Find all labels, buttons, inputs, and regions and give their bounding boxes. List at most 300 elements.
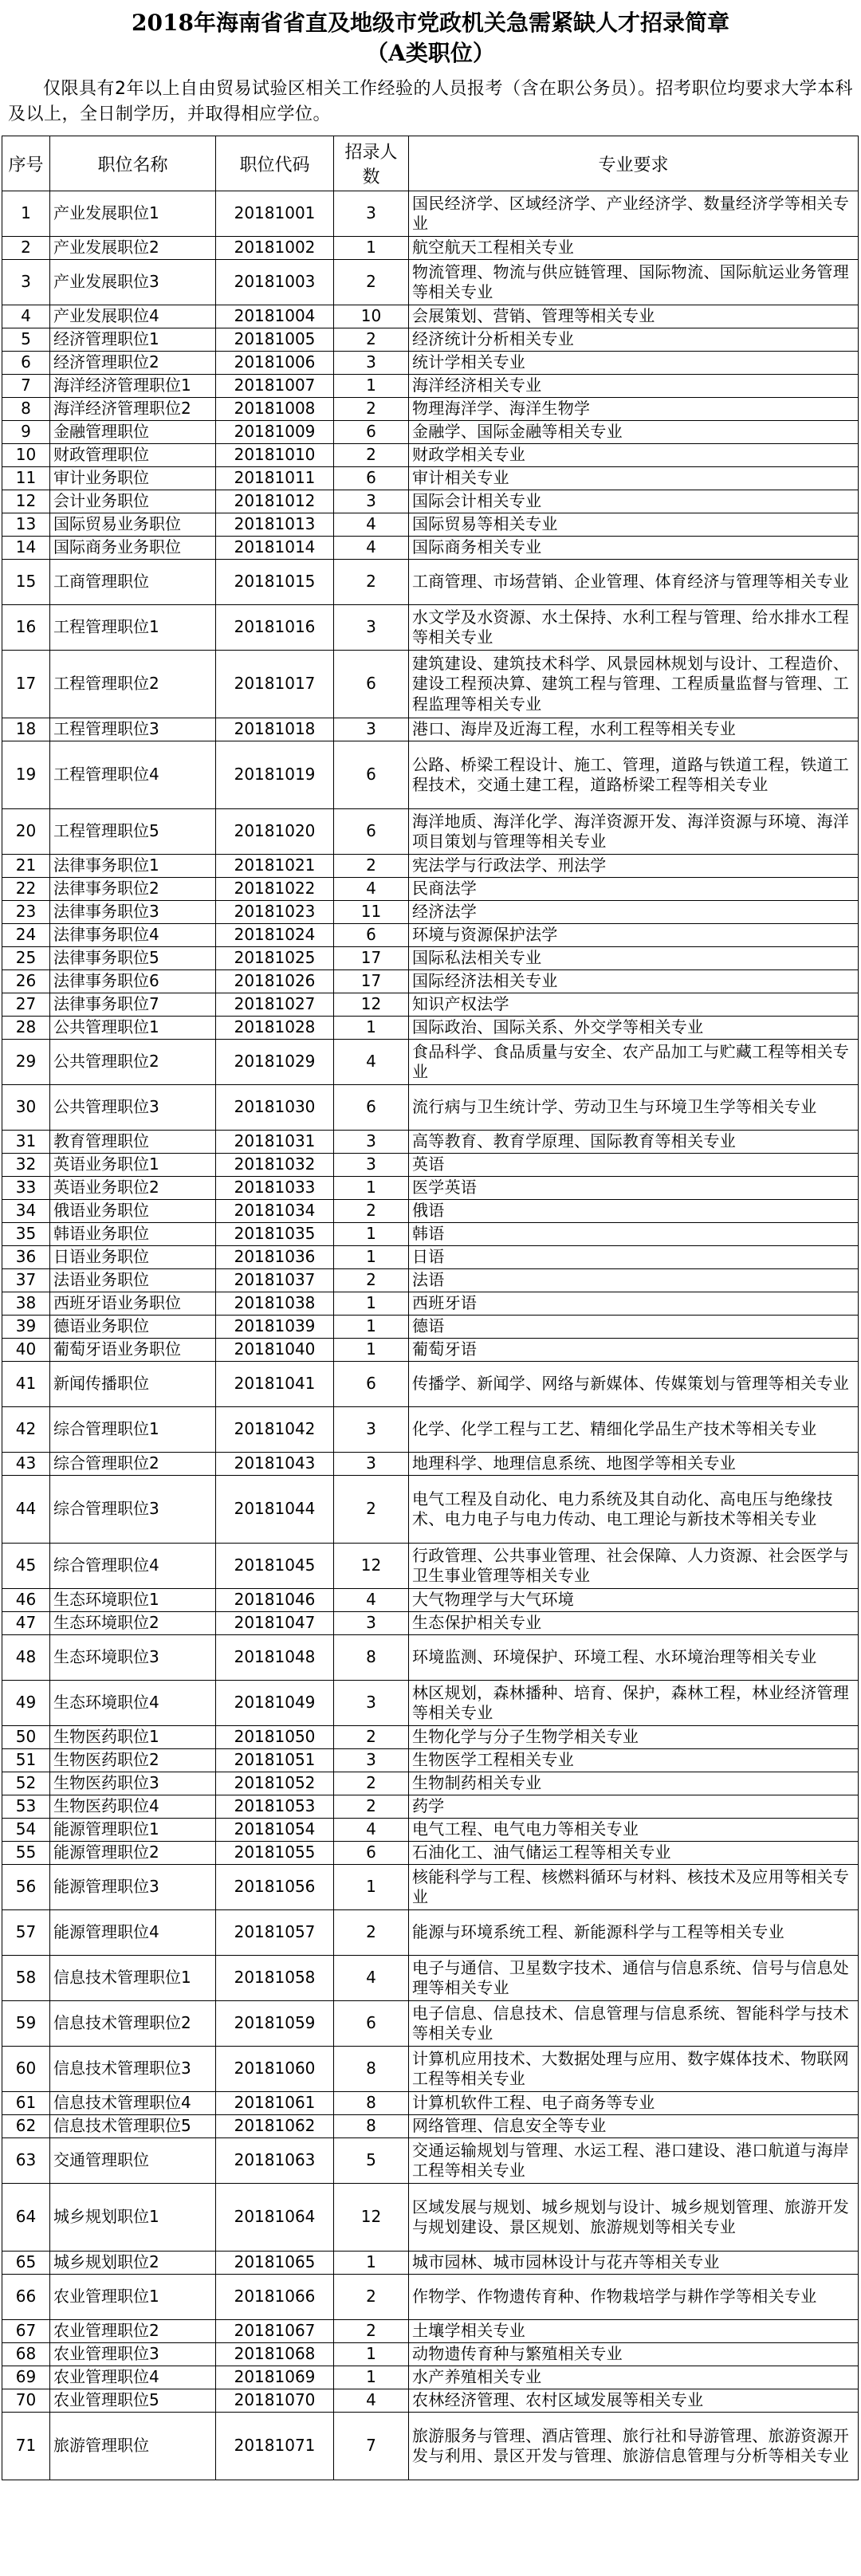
row-no: 70 [2, 2389, 50, 2413]
row-recruit-count: 1 [334, 1177, 409, 1200]
table-row [2, 1910, 859, 1956]
row-major-requirement: 统计学相关专业 [409, 352, 859, 375]
row-recruit-count: 6 [334, 1362, 409, 1407]
row-recruit-count: 2 [334, 444, 409, 467]
row-position-name: 生物医药职位4 [50, 1795, 216, 1819]
table-row [2, 1749, 859, 1772]
table-row [2, 1154, 859, 1177]
table-row [2, 1842, 859, 1865]
row-position-code: 20181008 [216, 398, 334, 421]
row-major-requirement: 食品科学、食品质量与安全、农产品加工与贮藏工程等相关专业 [409, 1040, 859, 1085]
row-recruit-count: 3 [334, 1154, 409, 1177]
row-no: 71 [2, 2413, 50, 2480]
row-major-requirement: 国际商务相关专业 [409, 537, 859, 560]
row-major-requirement: 行政管理、公共事业管理、社会保障、人力资源、社会医学与卫生事业管理等相关专业 [409, 1544, 859, 1589]
row-position-code: 20181013 [216, 513, 334, 537]
row-major-requirement: 国际经济法相关专业 [409, 970, 859, 993]
document-title: 2018年海南省省直及地级市党政机关急需紧缺人才招录简章 [132, 10, 729, 36]
row-position-code: 20181009 [216, 421, 334, 444]
row-major-requirement: 物理海洋学、海洋生物学 [409, 398, 859, 421]
row-position-code: 20181010 [216, 444, 334, 467]
row-major-requirement: 宪法学与行政法学、刑法学 [409, 855, 859, 878]
row-major-requirement: 化学、化学工程与工艺、精细化学品生产技术等相关专业 [409, 1407, 859, 1453]
row-position-name: 法律事务职位1 [50, 855, 216, 878]
row-no: 46 [2, 1589, 50, 1612]
row-position-name: 产业发展职位2 [50, 237, 216, 260]
row-no: 18 [2, 718, 50, 741]
row-no: 59 [2, 2001, 50, 2047]
row-no: 20 [2, 809, 50, 855]
row-position-code: 20181064 [216, 2184, 334, 2252]
row-major-requirement: 地理科学、地理信息系统、地图学等相关专业 [409, 1453, 859, 1476]
table-row [2, 305, 859, 328]
row-recruit-count: 2 [334, 2320, 409, 2343]
row-position-name: 信息技术管理职位3 [50, 2047, 216, 2092]
row-no: 42 [2, 1407, 50, 1453]
row-no: 55 [2, 1842, 50, 1865]
row-no: 1 [2, 191, 50, 237]
row-no: 61 [2, 2092, 50, 2115]
row-position-name: 城乡规划职位2 [50, 2252, 216, 2275]
row-no: 62 [2, 2115, 50, 2138]
row-no: 21 [2, 855, 50, 878]
row-major-requirement: 航空航天工程相关专业 [409, 237, 859, 260]
row-recruit-count: 3 [334, 191, 409, 237]
row-position-name: 法语业务职位 [50, 1269, 216, 1292]
row-position-name: 工程管理职位4 [50, 741, 216, 809]
row-major-requirement: 动物遗传育种与繁殖相关专业 [409, 2343, 859, 2366]
row-major-requirement: 计算机应用技术、大数据处理与应用、数字媒体技术、物联网工程等相关专业 [409, 2047, 859, 2092]
row-position-name: 法律事务职位7 [50, 993, 216, 1017]
row-position-name: 农业管理职位1 [50, 2275, 216, 2320]
row-major-requirement: 法语 [409, 1269, 859, 1292]
row-position-code: 20181052 [216, 1772, 334, 1795]
row-no: 9 [2, 421, 50, 444]
row-no: 16 [2, 605, 50, 651]
row-position-code: 20181055 [216, 1842, 334, 1865]
table-row [2, 2001, 859, 2047]
row-recruit-count: 2 [334, 1476, 409, 1544]
row-position-name: 金融管理职位 [50, 421, 216, 444]
row-major-requirement: 网络管理、信息安全等专业 [409, 2115, 859, 2138]
row-no: 49 [2, 1681, 50, 1726]
row-no: 54 [2, 1819, 50, 1842]
table-row [2, 1635, 859, 1681]
row-major-requirement: 电子信息、信息技术、信息管理与信息系统、智能科学与技术等相关专业 [409, 2001, 859, 2047]
row-major-requirement: 电子与通信、卫星数字技术、通信与信息系统、信号与信息处理等相关专业 [409, 1956, 859, 2001]
row-position-name: 能源管理职位2 [50, 1842, 216, 1865]
row-major-requirement: 电气工程及自动化、电力系统及其自动化、高电压与绝缘技术、电力电子与电力传动、电工理论与新技术等相关专业 [409, 1476, 859, 1544]
table-row [2, 947, 859, 970]
row-major-requirement: 生物化学与分子生物学相关专业 [409, 1726, 859, 1749]
row-position-name: 英语业务职位2 [50, 1177, 216, 1200]
row-major-requirement: 会展策划、营销、管理等相关专业 [409, 305, 859, 328]
row-no: 39 [2, 1316, 50, 1339]
row-position-code: 20181057 [216, 1910, 334, 1956]
table-row [2, 352, 859, 375]
row-recruit-count: 3 [334, 1407, 409, 1453]
row-major-requirement: 经济法学 [409, 901, 859, 924]
row-position-code: 20181035 [216, 1223, 334, 1246]
row-position-name: 法律事务职位6 [50, 970, 216, 993]
row-recruit-count: 3 [334, 352, 409, 375]
row-position-name: 葡萄牙语业务职位 [50, 1339, 216, 1362]
table-row [2, 924, 859, 947]
row-position-name: 新闻传播职位 [50, 1362, 216, 1407]
row-major-requirement: 环境监测、环境保护、环境工程、水环境治理等相关专业 [409, 1635, 859, 1681]
row-position-code: 20181023 [216, 901, 334, 924]
row-major-requirement: 海洋地质、海洋化学、海洋资源开发、海洋资源与环境、海洋项目策划与管理等相关专业 [409, 809, 859, 855]
row-position-code: 20181012 [216, 490, 334, 513]
row-position-name: 韩语业务职位 [50, 1223, 216, 1246]
row-no: 48 [2, 1635, 50, 1681]
row-position-name: 生态环境职位4 [50, 1681, 216, 1726]
row-position-name: 工程管理职位1 [50, 605, 216, 651]
row-recruit-count: 6 [334, 924, 409, 947]
row-position-code: 20181002 [216, 237, 334, 260]
row-no: 11 [2, 467, 50, 490]
table-row [2, 1589, 859, 1612]
row-no: 30 [2, 1085, 50, 1131]
table-row [2, 651, 859, 718]
row-recruit-count: 2 [334, 1795, 409, 1819]
row-position-code: 20181017 [216, 651, 334, 718]
row-major-requirement: 土壤学相关专业 [409, 2320, 859, 2343]
row-recruit-count: 3 [334, 490, 409, 513]
row-recruit-count: 17 [334, 947, 409, 970]
row-position-name: 综合管理职位2 [50, 1453, 216, 1476]
header-position-code: 职位代码 [216, 136, 334, 191]
row-no: 33 [2, 1177, 50, 1200]
intro-paragraph: 仅限具有2年以上自由贸易试验区相关工作经验的人员报考（含在职公务员）。招考职位均要求大学本科及以上，全日制学历，并取得相应学位。 [8, 79, 854, 124]
row-recruit-count: 2 [334, 1200, 409, 1223]
table-row [2, 1362, 859, 1407]
row-position-code: 20181044 [216, 1476, 334, 1544]
row-major-requirement: 公路、桥梁工程设计、施工、管理，道路与铁道工程，铁道工程技术，交通土建工程，道路桥梁工程等相关专业 [409, 741, 859, 809]
table-row [2, 1177, 859, 1200]
row-major-requirement: 国际政治、国际关系、外交学等相关专业 [409, 1017, 859, 1040]
header-major-requirement: 专业要求 [409, 136, 859, 191]
row-no: 13 [2, 513, 50, 537]
row-no: 24 [2, 924, 50, 947]
row-no: 29 [2, 1040, 50, 1085]
row-major-requirement: 日语 [409, 1246, 859, 1269]
row-recruit-count: 8 [334, 1635, 409, 1681]
row-position-code: 20181059 [216, 2001, 334, 2047]
table-row [2, 1681, 859, 1726]
row-position-name: 俄语业务职位 [50, 1200, 216, 1223]
row-recruit-count: 3 [334, 1681, 409, 1726]
table-row [2, 605, 859, 651]
row-position-name: 公共管理职位1 [50, 1017, 216, 1040]
row-position-name: 审计业务职位 [50, 467, 216, 490]
row-major-requirement: 石油化工、油气储运工程等相关专业 [409, 1842, 859, 1865]
row-recruit-count: 1 [334, 1865, 409, 1910]
row-position-name: 西班牙语业务职位 [50, 1292, 216, 1316]
table-row [2, 1269, 859, 1292]
table-row [2, 467, 859, 490]
row-position-name: 产业发展职位1 [50, 191, 216, 237]
table-row [2, 1040, 859, 1085]
table-row [2, 878, 859, 901]
row-no: 8 [2, 398, 50, 421]
row-position-code: 20181061 [216, 2092, 334, 2115]
row-recruit-count: 1 [334, 2366, 409, 2389]
row-major-requirement: 水产养殖相关专业 [409, 2366, 859, 2389]
row-position-code: 20181015 [216, 560, 334, 605]
table-row [2, 1772, 859, 1795]
row-position-code: 20181051 [216, 1749, 334, 1772]
row-position-code: 20181027 [216, 993, 334, 1017]
row-position-name: 综合管理职位4 [50, 1544, 216, 1589]
row-no: 68 [2, 2343, 50, 2366]
table-row [2, 1453, 859, 1476]
row-no: 3 [2, 260, 50, 305]
row-recruit-count: 3 [334, 1749, 409, 1772]
row-major-requirement: 生物制药相关专业 [409, 1772, 859, 1795]
row-major-requirement: 电气工程、电气电力等相关专业 [409, 1819, 859, 1842]
row-position-code: 20181022 [216, 878, 334, 901]
row-recruit-count: 6 [334, 651, 409, 718]
table-row [2, 1865, 859, 1910]
row-no: 19 [2, 741, 50, 809]
row-recruit-count: 2 [334, 855, 409, 878]
row-position-code: 20181014 [216, 537, 334, 560]
row-no: 28 [2, 1017, 50, 1040]
row-position-code: 20181056 [216, 1865, 334, 1910]
table-row [2, 2343, 859, 2366]
row-recruit-count: 1 [334, 2343, 409, 2366]
row-position-code: 20181046 [216, 1589, 334, 1612]
table-row [2, 560, 859, 605]
row-recruit-count: 5 [334, 2138, 409, 2184]
row-position-code: 20181034 [216, 1200, 334, 1223]
row-position-name: 能源管理职位1 [50, 1819, 216, 1842]
row-recruit-count: 2 [334, 1726, 409, 1749]
row-position-name: 综合管理职位1 [50, 1407, 216, 1453]
table-row [2, 1956, 859, 2001]
row-no: 32 [2, 1154, 50, 1177]
row-no: 66 [2, 2275, 50, 2320]
row-recruit-count: 1 [334, 1017, 409, 1040]
row-recruit-count: 12 [334, 993, 409, 1017]
header-recruit-count: 招录人数 [334, 136, 409, 191]
row-position-code: 20181016 [216, 605, 334, 651]
row-major-requirement: 英语 [409, 1154, 859, 1177]
row-major-requirement: 环境与资源保护法学 [409, 924, 859, 947]
row-recruit-count: 6 [334, 1085, 409, 1131]
row-major-requirement: 港口、海岸及近海工程，水利工程等相关专业 [409, 718, 859, 741]
row-position-code: 20181007 [216, 375, 334, 398]
row-no: 22 [2, 878, 50, 901]
row-recruit-count: 4 [334, 513, 409, 537]
row-major-requirement: 林区规划，森林播种、培育、保护，森林工程，林业经济管理等相关专业 [409, 1681, 859, 1726]
row-no: 4 [2, 305, 50, 328]
row-recruit-count: 8 [334, 2092, 409, 2115]
row-no: 34 [2, 1200, 50, 1223]
row-recruit-count: 4 [334, 1956, 409, 2001]
row-no: 40 [2, 1339, 50, 1362]
row-position-code: 20181028 [216, 1017, 334, 1040]
row-no: 25 [2, 947, 50, 970]
row-major-requirement: 作物学、作物遗传育种、作物栽培学与耕作学等相关专业 [409, 2275, 859, 2320]
row-recruit-count: 3 [334, 605, 409, 651]
row-no: 31 [2, 1131, 50, 1154]
row-major-requirement: 大气物理学与大气环境 [409, 1589, 859, 1612]
table-row [2, 2366, 859, 2389]
row-recruit-count: 1 [334, 375, 409, 398]
table-row [2, 375, 859, 398]
row-position-name: 农业管理职位4 [50, 2366, 216, 2389]
row-major-requirement: 韩语 [409, 1223, 859, 1246]
row-major-requirement: 物流管理、物流与供应链管理、国际物流、国际航运业务管理等相关专业 [409, 260, 859, 305]
row-recruit-count: 3 [334, 1612, 409, 1635]
row-no: 5 [2, 328, 50, 352]
row-no: 65 [2, 2252, 50, 2275]
row-recruit-count: 2 [334, 1269, 409, 1292]
row-recruit-count: 2 [334, 1772, 409, 1795]
table-row [2, 2413, 859, 2480]
row-position-name: 日语业务职位 [50, 1246, 216, 1269]
table-row [2, 1292, 859, 1316]
table-row [2, 1544, 859, 1589]
table-row [2, 1085, 859, 1131]
table-row [2, 1476, 859, 1544]
table-row [2, 855, 859, 878]
row-position-code: 20181069 [216, 2366, 334, 2389]
row-no: 69 [2, 2366, 50, 2389]
row-position-name: 工程管理职位5 [50, 809, 216, 855]
row-position-code: 20181070 [216, 2389, 334, 2413]
row-major-requirement: 金融学、国际金融等相关专业 [409, 421, 859, 444]
row-position-code: 20181021 [216, 855, 334, 878]
row-position-code: 20181029 [216, 1040, 334, 1085]
row-recruit-count: 1 [334, 237, 409, 260]
table-row [2, 1795, 859, 1819]
row-position-name: 教育管理职位 [50, 1131, 216, 1154]
row-recruit-count: 7 [334, 2413, 409, 2480]
row-position-name: 海洋经济管理职位1 [50, 375, 216, 398]
row-recruit-count: 4 [334, 1589, 409, 1612]
table-row [2, 1131, 859, 1154]
row-major-requirement: 国际会计相关专业 [409, 490, 859, 513]
row-major-requirement: 水文学及水资源、水土保持、水利工程与管理、给水排水工程等相关专业 [409, 605, 859, 651]
row-position-code: 20181030 [216, 1085, 334, 1131]
row-recruit-count: 4 [334, 1819, 409, 1842]
row-no: 50 [2, 1726, 50, 1749]
row-position-code: 20181038 [216, 1292, 334, 1316]
row-position-name: 工程管理职位3 [50, 718, 216, 741]
row-position-code: 20181047 [216, 1612, 334, 1635]
table-row [2, 1017, 859, 1040]
table-row [2, 1819, 859, 1842]
row-major-requirement: 俄语 [409, 1200, 859, 1223]
row-position-code: 20181050 [216, 1726, 334, 1749]
table-header-row [2, 136, 859, 191]
table-row [2, 1726, 859, 1749]
row-position-code: 20181045 [216, 1544, 334, 1589]
table-row [2, 741, 859, 809]
row-no: 2 [2, 237, 50, 260]
row-position-code: 20181066 [216, 2275, 334, 2320]
document-subtitle: （A类职位） [366, 40, 495, 66]
row-position-code: 20181006 [216, 352, 334, 375]
row-recruit-count: 6 [334, 467, 409, 490]
row-no: 23 [2, 901, 50, 924]
row-recruit-count: 2 [334, 260, 409, 305]
row-position-code: 20181048 [216, 1635, 334, 1681]
row-no: 43 [2, 1453, 50, 1476]
row-position-code: 20181011 [216, 467, 334, 490]
row-position-code: 20181043 [216, 1453, 334, 1476]
row-recruit-count: 3 [334, 1131, 409, 1154]
row-position-code: 20181019 [216, 741, 334, 809]
table-row [2, 1612, 859, 1635]
table-row [2, 513, 859, 537]
row-position-name: 农业管理职位3 [50, 2343, 216, 2366]
table-row [2, 2320, 859, 2343]
row-position-name: 生态环境职位3 [50, 1635, 216, 1681]
header-no: 序号 [2, 136, 50, 191]
row-no: 51 [2, 1749, 50, 1772]
row-no: 10 [2, 444, 50, 467]
row-recruit-count: 6 [334, 809, 409, 855]
table-row [2, 1316, 859, 1339]
row-no: 6 [2, 352, 50, 375]
row-major-requirement: 国民经济学、区域经济学、产业经济学、数量经济学等相关专业 [409, 191, 859, 237]
row-position-code: 20181026 [216, 970, 334, 993]
row-no: 17 [2, 651, 50, 718]
table-row [2, 2047, 859, 2092]
row-no: 36 [2, 1246, 50, 1269]
row-recruit-count: 6 [334, 1842, 409, 1865]
table-row [2, 237, 859, 260]
table-row [2, 1246, 859, 1269]
row-no: 45 [2, 1544, 50, 1589]
row-position-code: 20181020 [216, 809, 334, 855]
row-position-name: 国际贸易业务职位 [50, 513, 216, 537]
row-recruit-count: 11 [334, 901, 409, 924]
row-major-requirement: 医学英语 [409, 1177, 859, 1200]
row-position-name: 农业管理职位2 [50, 2320, 216, 2343]
row-recruit-count: 3 [334, 718, 409, 741]
table-row [2, 1407, 859, 1453]
row-position-name: 海洋经济管理职位2 [50, 398, 216, 421]
table-row [2, 2115, 859, 2138]
row-position-code: 20181003 [216, 260, 334, 305]
row-position-code: 20181063 [216, 2138, 334, 2184]
row-position-code: 20181054 [216, 1819, 334, 1842]
row-position-code: 20181053 [216, 1795, 334, 1819]
row-no: 67 [2, 2320, 50, 2343]
row-recruit-count: 1 [334, 2252, 409, 2275]
table-row [2, 2138, 859, 2184]
row-position-name: 产业发展职位3 [50, 260, 216, 305]
row-no: 7 [2, 375, 50, 398]
row-recruit-count: 1 [334, 1316, 409, 1339]
row-position-code: 20181049 [216, 1681, 334, 1726]
row-major-requirement: 能源与环境系统工程、新能源科学与工程等相关专业 [409, 1910, 859, 1956]
row-position-name: 产业发展职位4 [50, 305, 216, 328]
row-major-requirement: 区域发展与规划、城乡规划与设计、城乡规划管理、旅游开发与规划建设、景区规划、旅游规划等相关专业 [409, 2184, 859, 2252]
row-recruit-count: 4 [334, 878, 409, 901]
row-position-name: 英语业务职位1 [50, 1154, 216, 1177]
row-recruit-count: 4 [334, 2389, 409, 2413]
table-row [2, 260, 859, 305]
row-position-name: 德语业务职位 [50, 1316, 216, 1339]
row-major-requirement: 药学 [409, 1795, 859, 1819]
row-recruit-count: 6 [334, 2001, 409, 2047]
